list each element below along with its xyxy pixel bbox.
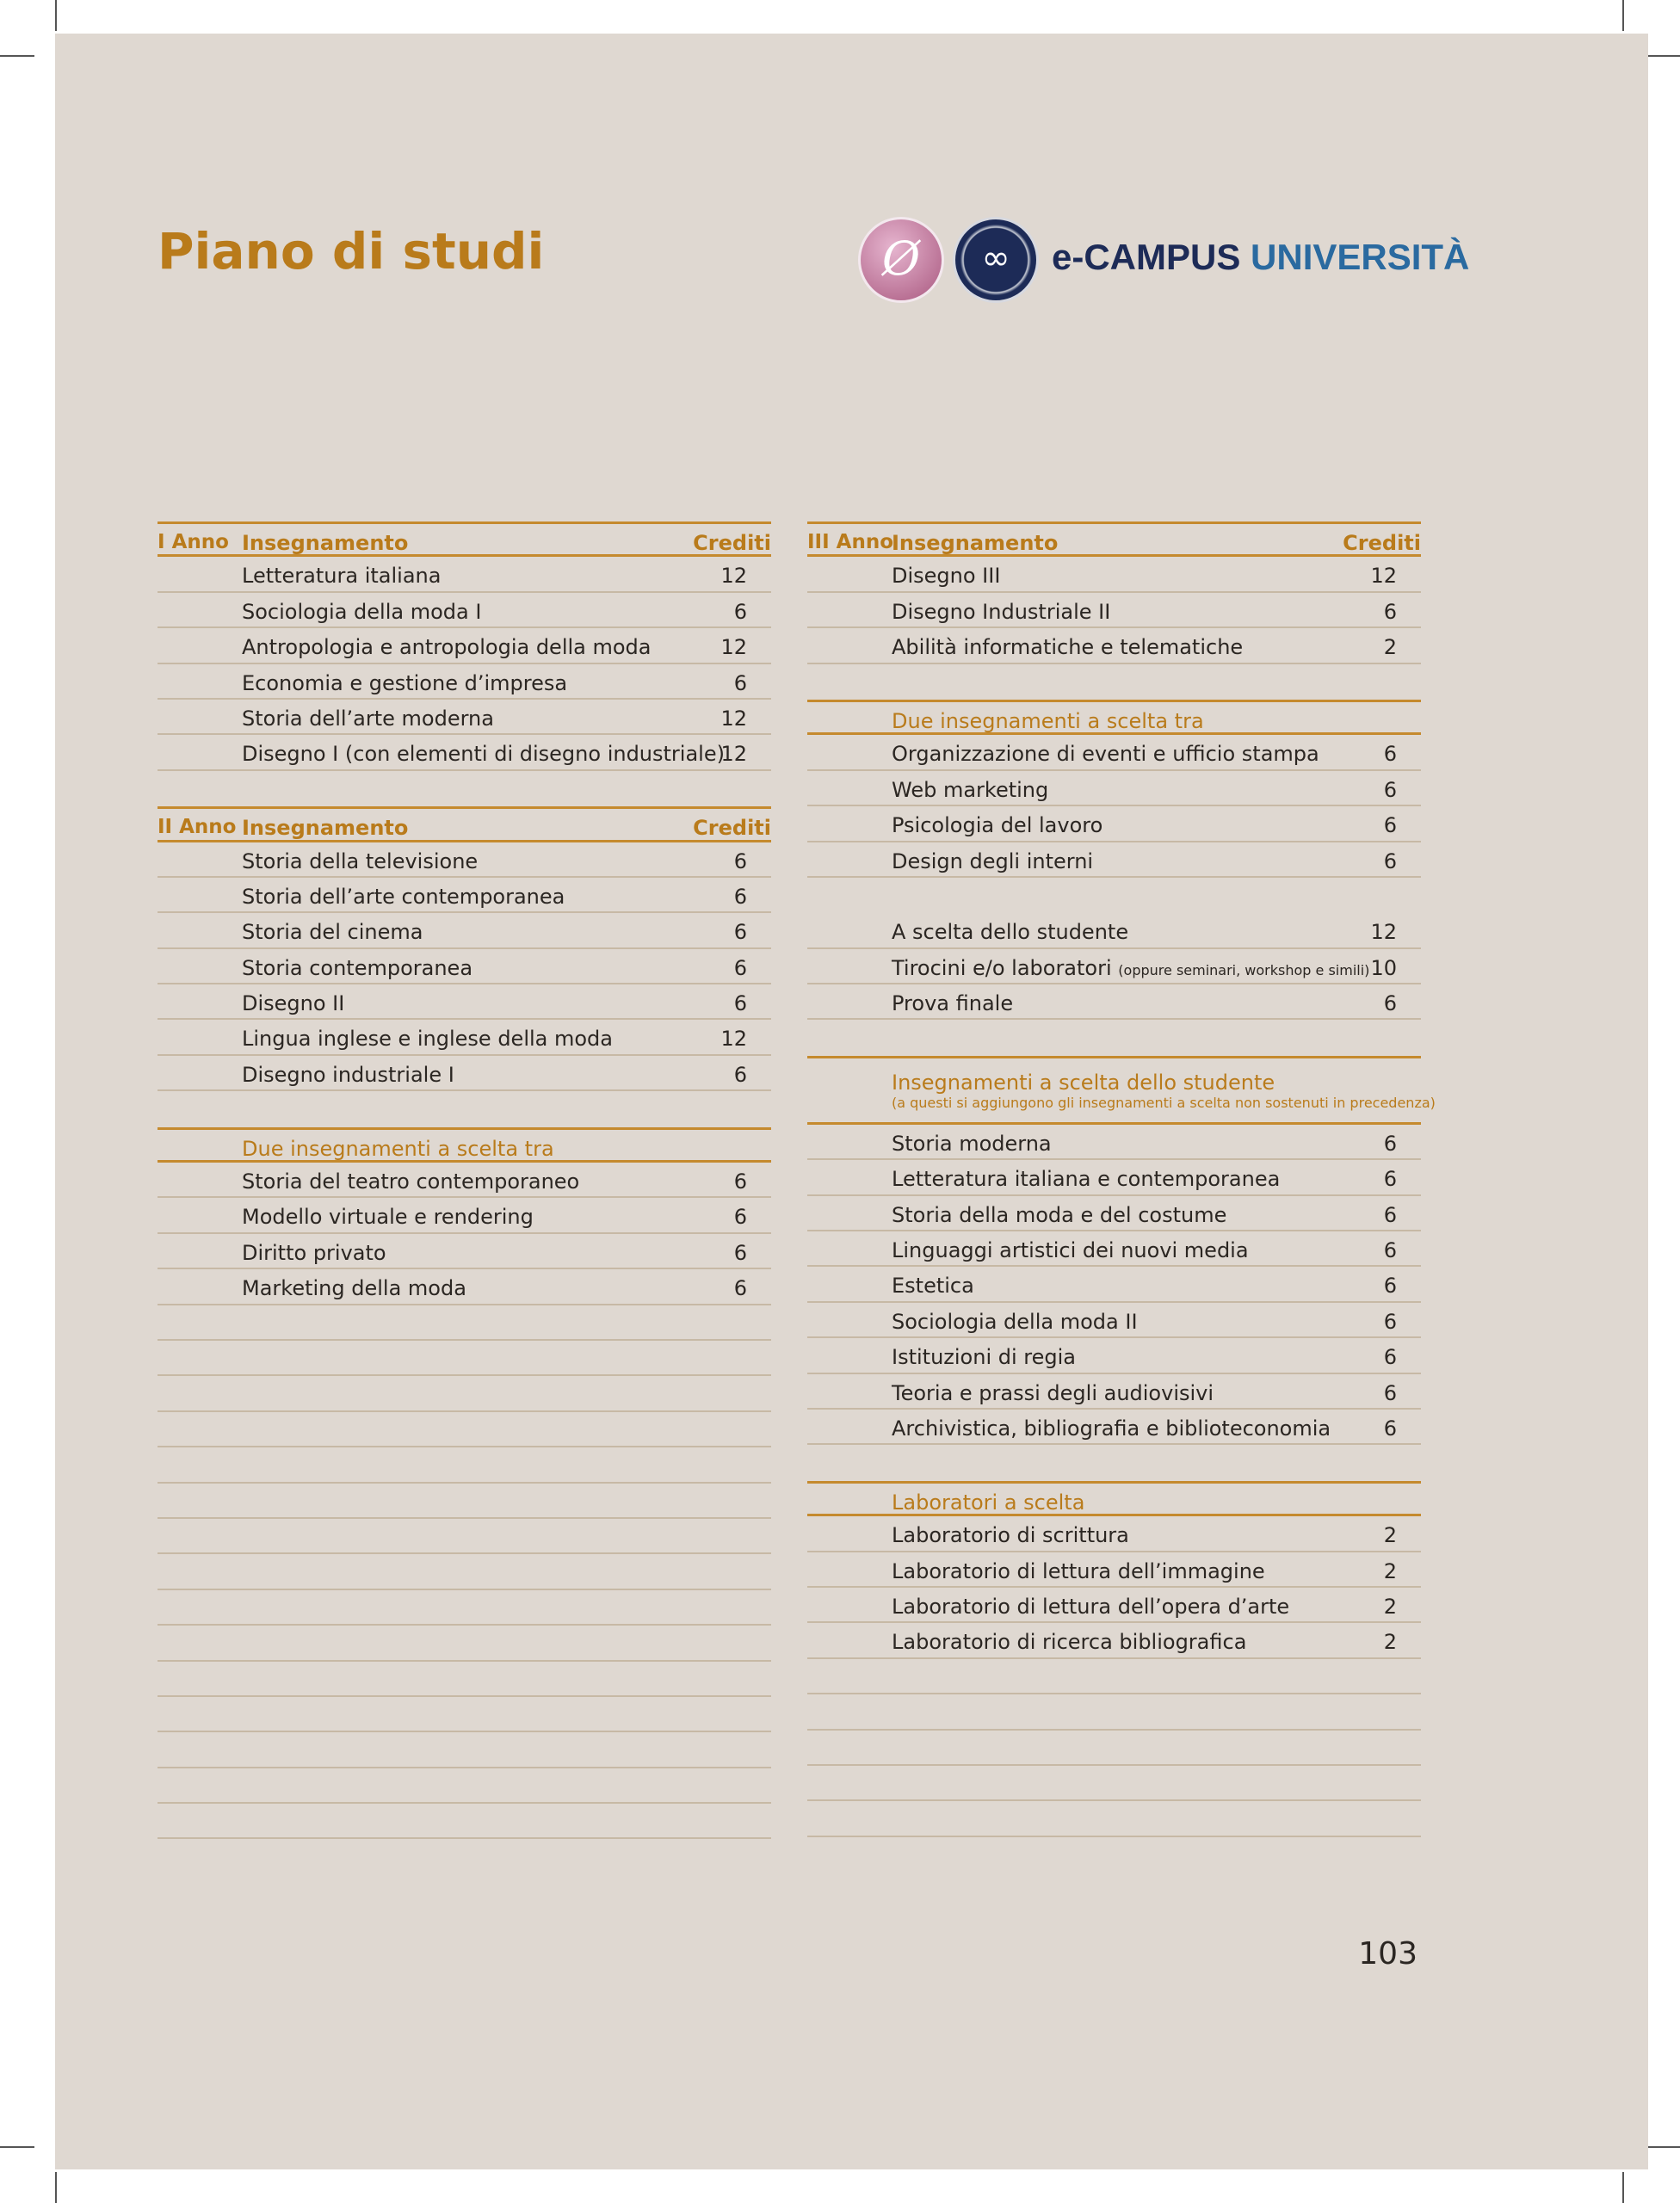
course-credits: 12 xyxy=(720,1027,747,1052)
course-credits: 10 xyxy=(1370,955,1397,980)
course-name: Istituzioni di regia xyxy=(892,1345,1076,1370)
course-credits: 6 xyxy=(733,955,747,980)
blank-row xyxy=(158,1697,771,1732)
course-credits: 2 xyxy=(1383,1630,1397,1655)
crop-mark xyxy=(0,55,34,57)
course-name: Storia contemporanea xyxy=(242,955,473,980)
course-credits: 6 xyxy=(733,991,747,1016)
table-row xyxy=(807,628,1421,663)
course-credits: 12 xyxy=(720,742,747,767)
blank-row xyxy=(807,1694,1421,1730)
course-name: Disegno industriale I xyxy=(242,1062,454,1087)
table-row xyxy=(807,1160,1421,1195)
course-name: Storia moderna xyxy=(892,1131,1052,1156)
course-credits: 6 xyxy=(733,670,747,695)
blank-row xyxy=(158,1554,771,1589)
course-name: Laboratorio di scrittura xyxy=(892,1523,1129,1548)
table-row xyxy=(807,1516,1421,1552)
table-row xyxy=(807,984,1421,1020)
course-credits: 6 xyxy=(733,884,747,909)
table-row xyxy=(807,1196,1421,1231)
course-credits: 6 xyxy=(1383,1238,1397,1263)
table-row xyxy=(807,1303,1421,1338)
course-name: Abilità informatiche e telematiche xyxy=(892,635,1244,660)
table-row xyxy=(807,842,1421,878)
table-header-anno2 xyxy=(158,806,771,842)
section-heading: Insegnamenti a scelta dello studente xyxy=(892,1070,1275,1095)
course-credits: 6 xyxy=(733,1276,747,1301)
crop-mark xyxy=(55,2172,57,2203)
table-row xyxy=(158,949,771,984)
empty-row xyxy=(158,1091,771,1126)
table-row xyxy=(807,1231,1421,1267)
course-credits: 6 xyxy=(1383,813,1397,838)
course-credits: 6 xyxy=(1383,1131,1397,1156)
course-name: Storia del cinema xyxy=(242,920,423,945)
course-name: Sociologia della moda II xyxy=(892,1309,1138,1334)
course-name: Economia e gestione d’impresa xyxy=(242,670,568,695)
course-name: Disegno III xyxy=(892,564,1001,589)
blank-row xyxy=(807,1766,1421,1801)
blank-row xyxy=(158,1341,771,1376)
course-credits: 12 xyxy=(720,706,747,731)
blank-row xyxy=(158,1447,771,1483)
col-name-header: Insegnamento xyxy=(242,816,409,841)
empty-row xyxy=(807,878,1421,913)
course-credits: 2 xyxy=(1383,1523,1397,1548)
course-credits: 6 xyxy=(733,1205,747,1230)
blank-row xyxy=(158,1732,771,1768)
course-credits: 2 xyxy=(1383,635,1397,660)
brand-part2: UNIVERSITÀ xyxy=(1251,237,1470,277)
ecampus-brand xyxy=(1052,237,1469,278)
section-heading: Laboratori a scelta xyxy=(892,1490,1085,1515)
ecampus-seal-icon: ∞ xyxy=(953,217,1039,303)
course-name: Letteratura italiana e contemporanea xyxy=(892,1167,1281,1192)
table-row xyxy=(807,735,1421,770)
crop-mark xyxy=(55,0,57,31)
section-heading: Due insegnamenti a scelta tra xyxy=(242,1136,554,1161)
table-header-anno3 xyxy=(807,521,1421,557)
col-credits-header: Crediti xyxy=(693,816,771,841)
course-credits: 6 xyxy=(1383,991,1397,1016)
course-credits: 6 xyxy=(1383,1309,1397,1334)
course-name: Sociologia della moda I xyxy=(242,599,482,624)
course-credits: 6 xyxy=(1383,1380,1397,1405)
course-credits: 12 xyxy=(1370,564,1397,589)
course-credits: 6 xyxy=(1383,599,1397,624)
course-credits: 6 xyxy=(733,599,747,624)
blank-row xyxy=(158,1590,771,1626)
table-row xyxy=(807,1338,1421,1373)
table-row xyxy=(158,664,771,700)
course-name: Antropologia e antropologia della moda xyxy=(242,635,652,660)
col-credits-header: Crediti xyxy=(693,531,771,555)
blank-row xyxy=(807,1659,1421,1694)
blank-row xyxy=(158,1626,771,1661)
table-row xyxy=(807,1588,1421,1623)
course-name: Web marketing xyxy=(892,777,1049,802)
course-name: Teoria e prassi degli audiovisivi xyxy=(892,1380,1214,1405)
blank-row xyxy=(158,1412,771,1447)
crop-mark xyxy=(1646,55,1680,57)
course-credits: 6 xyxy=(1383,1345,1397,1370)
table-row xyxy=(807,1125,1421,1160)
table-row xyxy=(807,593,1421,628)
col-credits-header: Crediti xyxy=(1343,531,1421,555)
blank-row xyxy=(158,1519,771,1554)
course-credits: 6 xyxy=(733,920,747,945)
col-name-header: Insegnamento xyxy=(892,531,1059,555)
course-name: Laboratorio di lettura dell’immagine xyxy=(892,1558,1265,1583)
empty-row xyxy=(807,1445,1421,1480)
table-row xyxy=(158,1163,771,1198)
table-row xyxy=(158,1056,771,1091)
course-name: Laboratorio di ricerca bibliografica xyxy=(892,1630,1247,1655)
course-credits: 6 xyxy=(1383,777,1397,802)
logo-group xyxy=(858,217,1470,306)
course-name: Disegno Industriale II xyxy=(892,599,1111,624)
course-name xyxy=(892,956,1369,980)
course-name-text: Tirocini e/o laboratori xyxy=(892,955,1112,980)
course-name: Diritto privato xyxy=(242,1240,386,1265)
table-row xyxy=(158,984,771,1020)
course-credits: 6 xyxy=(1383,848,1397,873)
section-heading-scelta xyxy=(158,1127,771,1163)
blank-row xyxy=(807,1801,1421,1836)
course-name: Storia della moda e del costume xyxy=(892,1202,1227,1227)
table-row xyxy=(158,628,771,663)
course-name: Storia del teatro contemporaneo xyxy=(242,1169,580,1194)
section-heading-scelta xyxy=(807,700,1421,735)
table-row xyxy=(807,557,1421,592)
table-row xyxy=(807,771,1421,806)
table-row xyxy=(807,806,1421,842)
seal-logo-icon: Ø xyxy=(858,217,944,303)
course-name: Letteratura italiana xyxy=(242,564,442,589)
table-row xyxy=(807,1552,1421,1588)
table-row xyxy=(807,1623,1421,1658)
table-row xyxy=(158,557,771,592)
course-name: Design degli interni xyxy=(892,848,1094,873)
blank-row xyxy=(158,1305,771,1341)
left-column xyxy=(158,521,771,1839)
section-heading-laboratori xyxy=(807,1481,1421,1516)
table-row xyxy=(158,842,771,878)
table-row xyxy=(807,1374,1421,1410)
crop-mark xyxy=(1622,0,1624,31)
blank-row xyxy=(158,1768,771,1804)
table-header-anno1 xyxy=(158,521,771,557)
section-subheading: (a questi si aggiungono gli insegnamenti a scelta non sostenuti in precedenza) xyxy=(892,1094,1436,1111)
empty-row xyxy=(158,771,771,806)
course-name: Storia dell’arte moderna xyxy=(242,706,494,731)
year-label: II Anno xyxy=(158,816,237,839)
table-row xyxy=(807,1410,1421,1445)
crop-mark xyxy=(1622,2172,1624,2203)
course-credits: 2 xyxy=(1383,1558,1397,1583)
right-column xyxy=(807,521,1436,1837)
blank-row xyxy=(158,1662,771,1697)
table-row xyxy=(158,593,771,628)
course-credits: 6 xyxy=(733,1169,747,1194)
table-row xyxy=(158,735,771,770)
course-name: Lingua inglese e inglese della moda xyxy=(242,1027,613,1052)
course-credits: 6 xyxy=(1383,1416,1397,1441)
course-credits: 12 xyxy=(720,635,747,660)
table-row xyxy=(807,1267,1421,1302)
course-credits: 6 xyxy=(1383,1167,1397,1192)
course-credits: 6 xyxy=(733,1240,747,1265)
course-name: Laboratorio di lettura dell’opera d’arte xyxy=(892,1594,1290,1619)
brand-part1: e-CAMPUS xyxy=(1052,237,1241,277)
blank-row xyxy=(158,1484,771,1519)
table-row xyxy=(158,1020,771,1055)
course-note: (oppure seminari, workshop e simili) xyxy=(1118,961,1370,978)
course-credits: 12 xyxy=(720,564,747,589)
course-credits: 6 xyxy=(1383,1202,1397,1227)
blank-row xyxy=(807,1731,1421,1766)
crop-mark xyxy=(0,2146,34,2148)
course-name: Storia della televisione xyxy=(242,848,479,873)
blank-row xyxy=(158,1804,771,1839)
table-row xyxy=(807,949,1421,984)
table-row xyxy=(158,700,771,735)
course-credits: 2 xyxy=(1383,1594,1397,1619)
course-name: Storia dell’arte contemporanea xyxy=(242,884,565,909)
table-row xyxy=(158,913,771,948)
course-name: Marketing della moda xyxy=(242,1276,466,1301)
page-number: 103 xyxy=(1358,1936,1418,1972)
table-row xyxy=(158,1269,771,1305)
course-name: Psicologia del lavoro xyxy=(892,813,1103,838)
year-label: III Anno xyxy=(807,531,894,553)
crop-mark xyxy=(1646,2146,1680,2148)
course-name: Organizzazione di eventi e ufficio stampa xyxy=(892,742,1319,767)
table-row xyxy=(158,878,771,913)
page-title: Piano di studi xyxy=(158,222,545,281)
course-credits: 12 xyxy=(1370,920,1397,945)
course-credits: 6 xyxy=(733,1062,747,1087)
table-row xyxy=(807,913,1421,948)
course-credits: 6 xyxy=(1383,742,1397,767)
empty-row xyxy=(807,664,1421,700)
table-row xyxy=(158,1234,771,1269)
course-name: Modello virtuale e rendering xyxy=(242,1205,534,1230)
section-heading-scelta-studente xyxy=(807,1056,1436,1125)
section-heading: Due insegnamenti a scelta tra xyxy=(892,708,1204,733)
course-name: Archivistica, bibliografia e biblioteconomia xyxy=(892,1416,1331,1441)
table-row xyxy=(158,1198,771,1233)
course-credits: 6 xyxy=(733,848,747,873)
course-name: Estetica xyxy=(892,1274,974,1299)
course-name: Prova finale xyxy=(892,991,1014,1016)
blank-row xyxy=(158,1376,771,1411)
course-name: A scelta dello studente xyxy=(892,920,1129,945)
empty-row xyxy=(807,1020,1421,1055)
course-name: Linguaggi artistici dei nuovi media xyxy=(892,1238,1249,1263)
course-name: Disegno I (con elementi di disegno industriale) xyxy=(242,742,725,767)
col-name-header: Insegnamento xyxy=(242,531,409,555)
course-credits: 6 xyxy=(1383,1274,1397,1299)
year-label: I Anno xyxy=(158,531,229,553)
course-name: Disegno II xyxy=(242,991,345,1016)
